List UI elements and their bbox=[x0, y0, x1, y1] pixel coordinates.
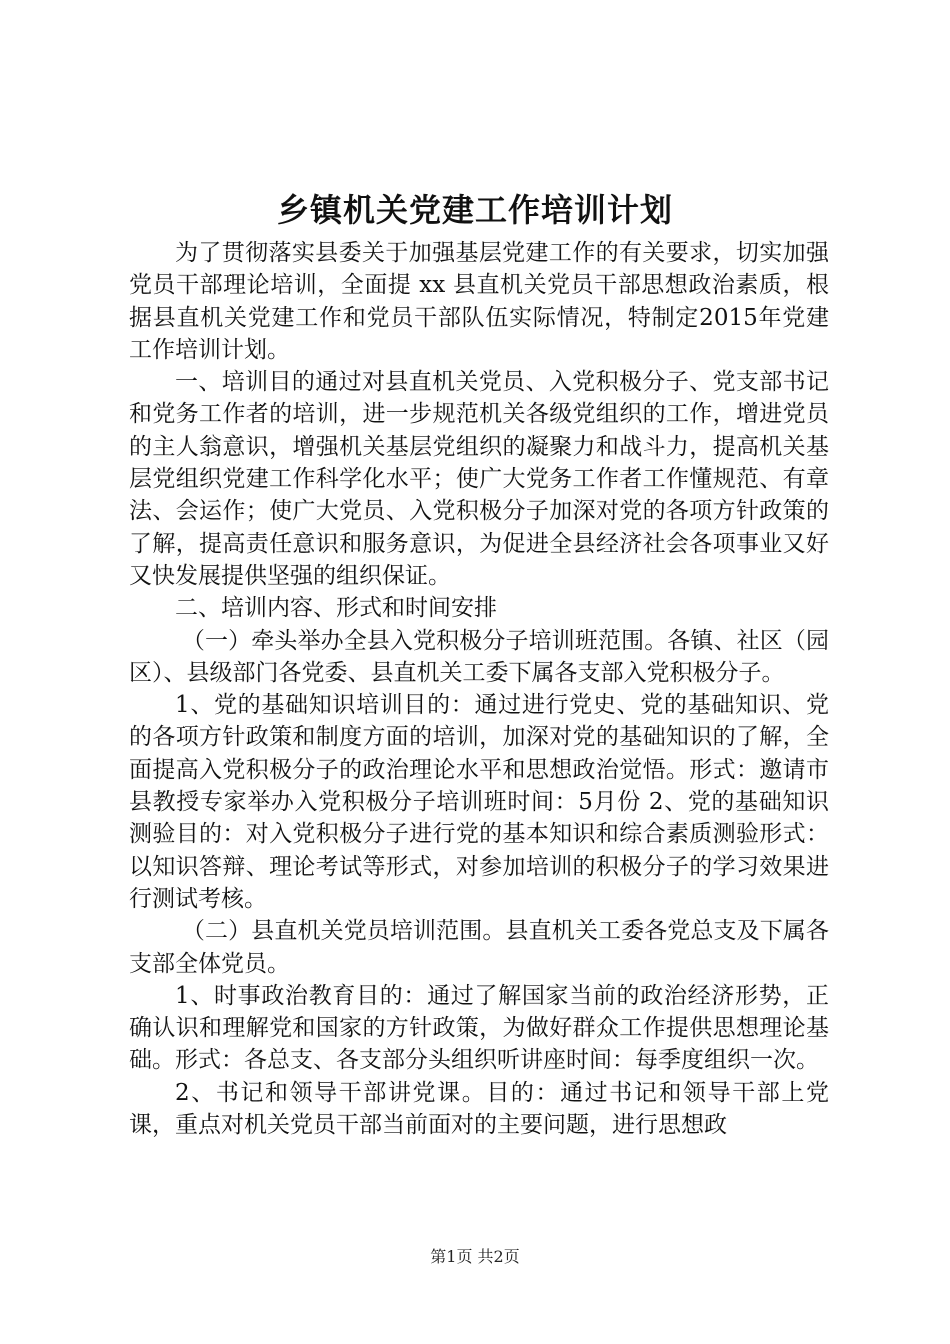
document-body bbox=[129, 237, 829, 1141]
document-title: 乡镇机关党建工作培训计划 bbox=[276, 191, 673, 229]
paragraph-item-1-1: 1、党的基础知识培训目的：通过进行党史、党的基础知识、党的各项方针政策和制度方面的培训，加深对党的基础知识的了解，全面提高入党积极分子的政治理论水平和思想政治觉悟。形式：邀请市县教授专家举办入党积极分子培训班时间：5月份 2、党的基础知识测验目的：对入党积极分子进行党的基本知识和综合素质测验形式：以知识答辩、理论考试等形式，对参加培训的积极分子的学习效果进行测试考核。 bbox=[129, 692, 829, 912]
paragraph-item-2-2: 2、书记和领导干部讲党课。目的：通过书记和领导干部上党课，重点对机关党员干部当前面对的主要问题，进行思想政 bbox=[129, 1079, 829, 1139]
paragraph-section-2-heading: 二、培训内容、形式和时间安排 bbox=[175, 595, 497, 622]
paragraph-intro: 为了贯彻落实县委关于加强基层党建工作的有关要求，切实加强党员干部理论培训，全面提 xx 县直机关党员干部思想政治素质，根据县直机关党建工作和党员干部队伍实际情况，特制定2015年党建工作培训计划。 bbox=[129, 240, 829, 363]
paragraph-subsection-1: （一）牵头举办全县入党积极分子培训班范围。各镇、社区（园区）、县级部门各党委、县直机关工委下属各支部入党积极分子。 bbox=[129, 627, 829, 686]
paragraph-item-2-1: 1、时事政治教育目的：通过了解国家当前的政治经济形势，正确认识和理解党和国家的方针政策，为做好群众工作提供思想理论基础。形式：各总支、各支部分头组织听讲座时间：每季度组织一次。 bbox=[129, 982, 829, 1074]
page-footer: 第1页 共2页 bbox=[430, 1247, 520, 1266]
paragraph-section-1: 一、培训目的通过对县直机关党员、入党积极分子、党支部书记和党务工作者的培训，进一步规范机关各级党组织的工作，增进党员的主人翁意识，增强机关基层党组织的凝聚力和战斗力，提高机关基层党组织党建工作科学化水平；使广大党务工作者工作懂规范、有章法、会运作；使广大党员、入党积极分子加深对党的各项方针政策的了解，提高责任意识和服务意识，为促进全县经济社会各项事业又好又快发展提供坚强的组织保证。 bbox=[129, 369, 829, 589]
paragraph-subsection-2: （二）县直机关党员培训范围。县直机关工委各党总支及下属各支部全体党员。 bbox=[129, 918, 829, 977]
